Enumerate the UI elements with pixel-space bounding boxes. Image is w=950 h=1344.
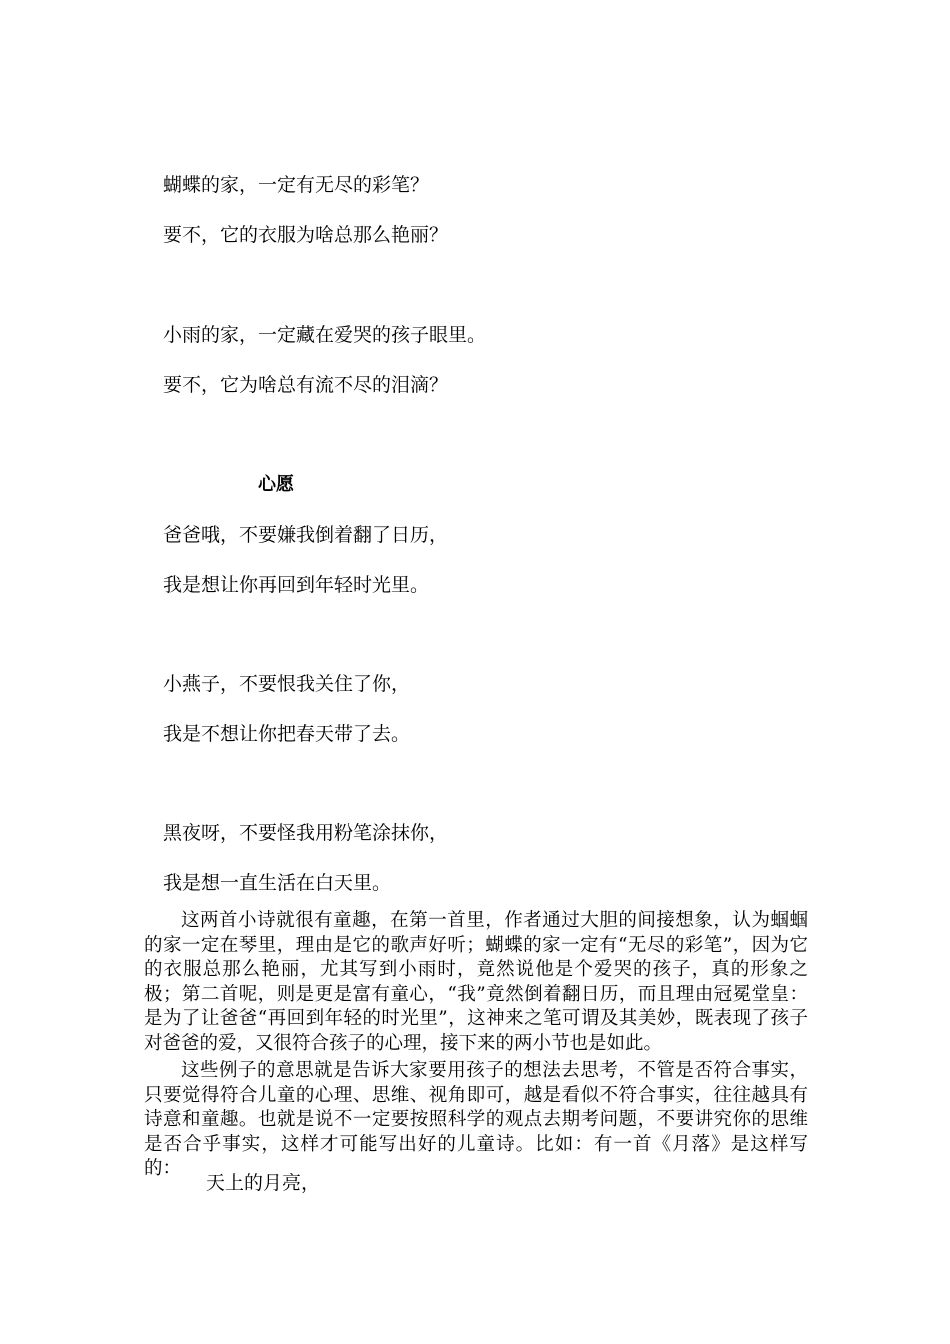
poem-line: 爸爸哦，不要嫌我倒着翻了日历， — [163, 524, 449, 546]
commentary-paragraph: 这两首小诗就很有童趣，在第一首里，作者通过大胆的间接想象，认为蝈蝈的家一定在琴里，理由是它的歌声好听；蝴蝶的家一定有“无尽的彩笔”，因为它的衣服总那么艳丽，尤其写到小雨时，竟然说他是个爱哭的孩子，真的形象之极；第二首呢，则是更是富有童心，“我”竟然倒着翻日历，而且理由冠冕堂皇：是为了让爸爸“再回到年轻的时光里”，这神来之笔可谓及其美妙，既表现了孩子对爸爸的爱，又很符合孩子的心理，接下来的两小节也是如此。 — [144, 910, 808, 1054]
poem-line: 蝴蝶的家，一定有无尽的彩笔？ — [163, 174, 430, 196]
poem-3-first-line: 天上的月亮， — [206, 1172, 321, 1194]
commentary-paragraph: 这些例子的意思就是告诉大家要用孩子的想法去思考，不管是否符合事实，只要觉得符合儿童的心理、思维、视角即可，越是看似不符合事实，往往越具有诗意和童趣。也就是说不一定要按照科学的观点去期考问题，不要讲究你的思维是否合乎事实，这样才可能写出好的儿童诗。比如：有一首《月落》是这样写的： — [144, 1060, 808, 1179]
poem-line: 我是想一直生活在白天里。 — [163, 872, 392, 894]
poem-line: 我是想让你再回到年轻时光里。 — [163, 574, 430, 596]
poem-line: 要不，它的衣服为啥总那么艳丽？ — [163, 224, 449, 246]
poem-line: 黑夜呀，不要怪我用粉笔涂抹你， — [163, 822, 449, 844]
poem-line: 小雨的家，一定藏在爱哭的孩子眼里。 — [163, 324, 487, 346]
poem-line: 要不，它为啥总有流不尽的泪滴？ — [163, 374, 449, 396]
poem-title: 心愿 — [258, 474, 294, 495]
poem-line: 小燕子，不要恨我关住了你， — [163, 673, 411, 695]
poem-line: 我是不想让你把春天带了去。 — [163, 723, 411, 745]
